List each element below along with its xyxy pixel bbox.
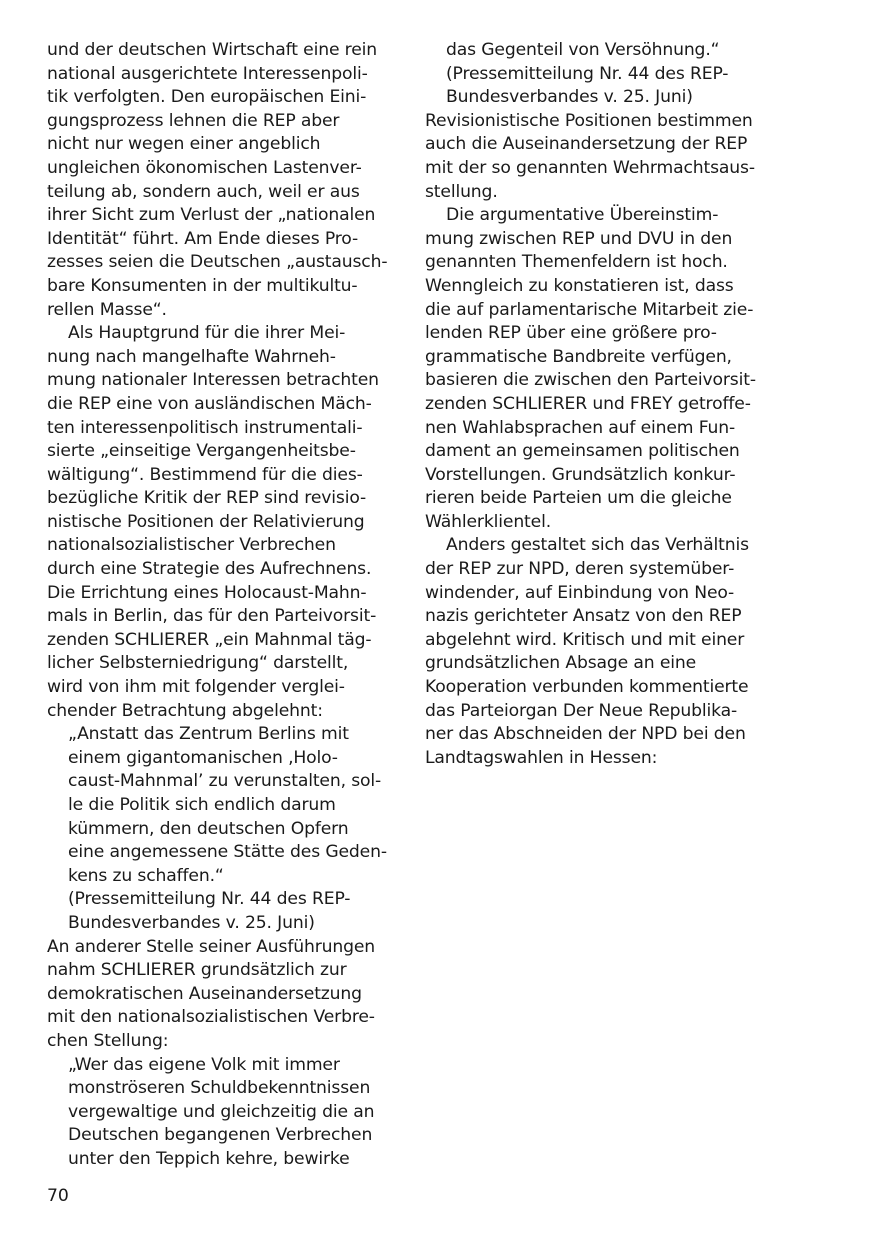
text-line: grammatische Bandbreite verfügen, (425, 346, 732, 367)
text-line: Als Hauptgrund für die ihrer Mei- (68, 323, 346, 344)
text-line: stellung. (425, 181, 498, 202)
text-line: monströseren Schuldbekenntnissen (68, 1078, 371, 1099)
text-line: vergewaltige und gleichzeitig die an (68, 1101, 375, 1122)
text-line: bezügliche Kritik der REP sind revisio- (47, 488, 367, 509)
text-line: demokratischen Auseinandersetzung (47, 983, 362, 1004)
text-line: Bundesverbandes v. 25. Juni) (446, 87, 693, 108)
text-line: ten interessenpolitisch instrumentali- (47, 417, 363, 438)
text-line: nistische Positionen der Relativierung (47, 511, 365, 532)
text-line: genannten Themenfeldern ist hoch. (425, 252, 728, 273)
right-column (425, 39, 775, 770)
text-line: tik verfolgten. Den europäischen Eini- (47, 87, 367, 108)
text-line: (Pressemitteilung Nr. 44 des REP- (68, 889, 351, 910)
text-line: ihrer Sicht zum Verlust der „nationalen (47, 205, 376, 226)
text-line: nung nach mangelhafte Wahrneh- (47, 346, 336, 367)
text-line: das Gegenteil von Versöhnung.“ (446, 40, 720, 60)
text-line: einem gigantomanischen ‚Holo- (68, 747, 338, 768)
text-line: nahm SCHLIERER grundsätzlich zur (47, 960, 347, 981)
text-line: durch eine Strategie des Aufrechnens. (47, 559, 372, 580)
text-line: Identität“ führt. Am Ende dieses Pro- (47, 228, 359, 249)
text-line: der REP zur NPD, deren systemüber- (425, 559, 735, 580)
text-line: nazis gerichteter Ansatz von den REP (425, 606, 742, 627)
text-line: Bundesverbandes v. 25. Juni) (68, 912, 315, 933)
text-line: „Anstatt das Zentrum Berlins mit (68, 724, 349, 745)
text-line: ner das Abschneiden der NPD bei den (425, 724, 746, 745)
text-line: bare Konsumenten in der multikultu- (47, 275, 358, 296)
text-line: zenden SCHLIERER und FREY getroffe- (425, 393, 751, 414)
text-line: „Wer das eigene Volk mit immer (68, 1054, 340, 1075)
text-line: mit den nationalsozialistischen Verbre- (47, 1007, 375, 1028)
text-line: rieren beide Parteien um die gleiche (425, 488, 732, 509)
text-line: basieren die zwischen den Parteivorsit- (425, 370, 756, 391)
text-line: mung zwischen REP und DVU in den (425, 228, 733, 249)
text-line: zenden SCHLIERER „ein Mahnmal täg- (47, 629, 372, 650)
text-line: eine angemessene Stätte des Geden- (68, 842, 387, 863)
text-line: mit der so genannten Wehrmachtsaus- (425, 157, 755, 178)
text-line: nationalsozialistischer Verbrechen (47, 535, 336, 556)
text-line: Anders gestaltet sich das Verhältnis (446, 535, 749, 556)
text-line: gungsprozess lehnen die REP aber (47, 110, 340, 131)
text-line: windender, auf Einbindung von Neo- (425, 582, 735, 603)
text-line: Landtagswahlen in Hessen: (425, 747, 658, 768)
text-line: sierte „einseitige Vergangenheitsbe- (47, 441, 356, 462)
text-line: Die Errichtung eines Holocaust-Mahn- (47, 582, 367, 603)
text-line: dament an gemeinsamen politischen (425, 441, 740, 462)
text-line: Wenngleich zu konstatieren ist, dass (425, 275, 734, 296)
text-line: nen Wahlabsprachen auf einem Fun- (425, 417, 736, 438)
text-line: mung nationaler Interessen betrachten (47, 370, 379, 391)
text-line: Wählerklientel. (425, 511, 552, 532)
text-line: Revisionistische Positionen bestimmen (425, 110, 753, 131)
text-line: teilung ab, sondern auch, weil er aus (47, 181, 360, 202)
text-line: ungleichen ökonomischen Lastenver- (47, 157, 362, 178)
text-line: unter den Teppich kehre, bewirke (68, 1148, 350, 1169)
text-line: kümmern, den deutschen Opfern (68, 818, 349, 839)
page-number: 70 (47, 1186, 69, 1206)
text-line: le die Politik sich endlich darum (68, 795, 336, 815)
text-line: wältigung“. Bestimmend für die dies- (47, 464, 363, 485)
text-line: chen Stellung: (47, 1030, 169, 1051)
text-line: (Pressemitteilung Nr. 44 des REP- (446, 63, 729, 84)
text-line: das Parteiorgan Der Neue Republika- (425, 700, 738, 721)
text-line: wird von ihm mit folgender verglei- (47, 677, 345, 698)
text-line: Deutschen begangenen Verbrechen (68, 1125, 373, 1146)
text-line: Die argumentative Übereinstim- (446, 205, 719, 226)
text-line: chender Betrachtung abgelehnt: (47, 700, 323, 721)
text-line: grundsätzlichen Absage an eine (425, 653, 697, 674)
text-line: licher Selbsterniedrigung“ darstellt, (47, 653, 349, 674)
text-line: lenden REP über eine größere pro- (425, 323, 717, 344)
text-line: die REP eine von ausländischen Mäch- (47, 393, 372, 414)
text-line: mals in Berlin, das für den Parteivorsit- (47, 606, 377, 627)
text-line: An anderer Stelle seiner Ausführungen (47, 936, 376, 957)
text-line: Kooperation verbunden kommentierte (425, 677, 749, 698)
text-line: auch die Auseinandersetzung der REP (425, 134, 748, 155)
text-line: rellen Masse“. (47, 299, 167, 320)
text-line: Vorstellungen. Grundsätzlich konkur- (425, 464, 736, 485)
text-line: national ausgerichtete Interessenpoli- (47, 63, 368, 84)
text-line: caust-Mahnmal’ zu verunstalten, sol- (68, 771, 382, 792)
text-line: zesses seien die Deutschen „austausch- (47, 252, 388, 273)
text-line: kens zu schaffen.“ (68, 865, 224, 886)
text-line: nicht nur wegen einer angeblich (47, 134, 321, 155)
text-line: abgelehnt wird. Kritisch und mit einer (425, 629, 745, 650)
text-line: und der deutschen Wirtschaft eine rein (47, 40, 378, 60)
text-line: die auf parlamentarische Mitarbeit zie- (425, 299, 754, 320)
left-column (47, 39, 397, 1172)
